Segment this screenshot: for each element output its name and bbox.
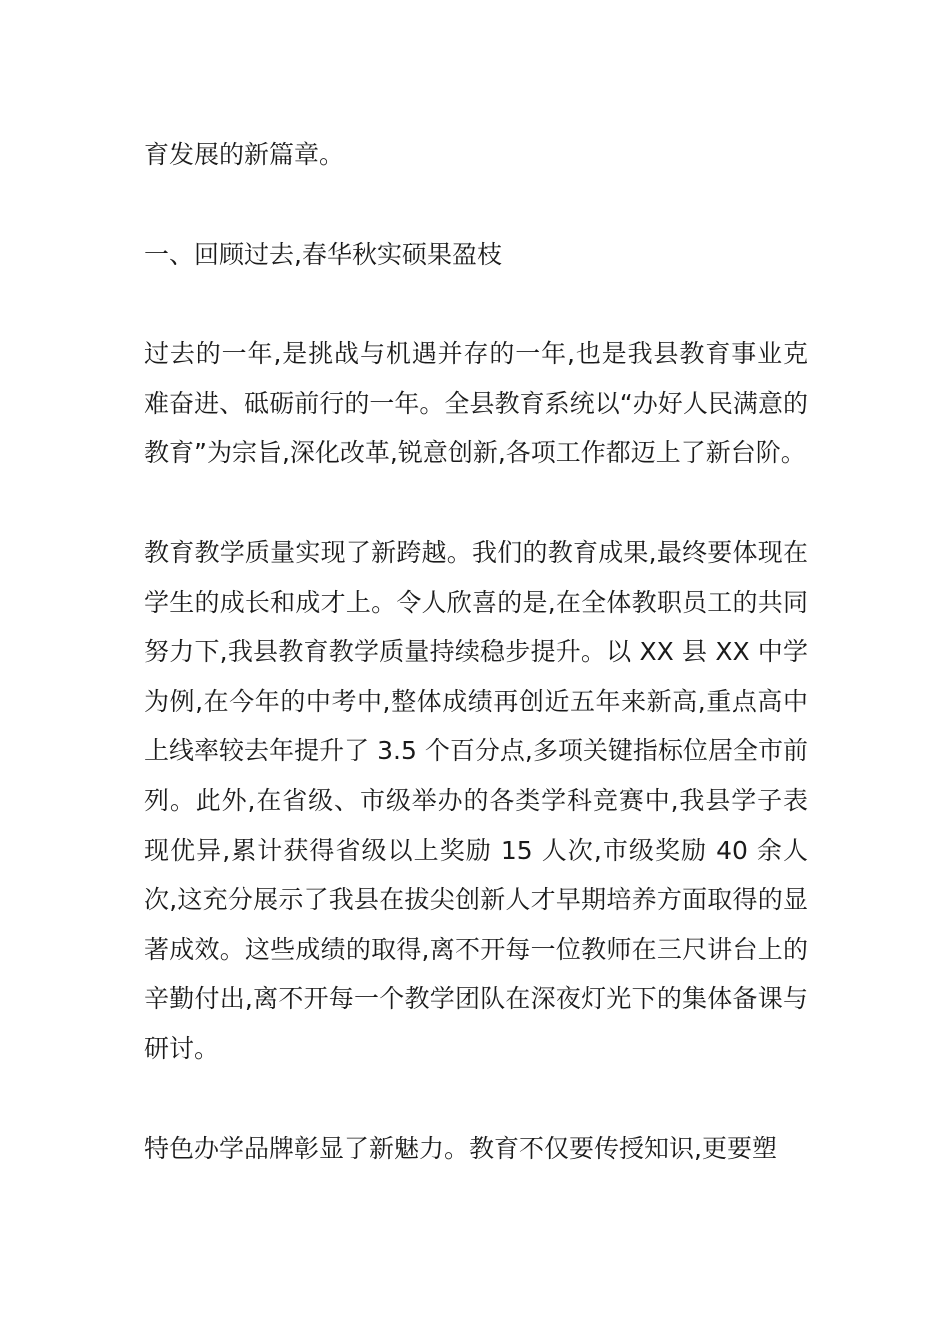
paragraph-continuation: 育发展的新篇章。 (144, 140, 345, 169)
paragraph-teaching-quality: 教育教学质量实现了新跨越。我们的教育成果,最终要体现在学生的成长和成才上。令人欣喜的是,在全体教职员工的共同努力下,我县教育教学质量持续稳步提升。以 XX 县 XX 中学为例,在今年的中考中,整体成绩再创近五年来新高,重点高中上线率较去年提升了 3.5 个百分点,多项关键指标位居全市前列。此外,在省级、市级举办的各类学科竞赛中,我县学子表现优异,累计获得省级以上奖励 15 人次,市级奖励 40 余人次,这充分展示了我县在拔尖创新人才早期培养方面取得的显著成效。这些成绩的取得,离不开每一位教师在三尺讲台上的辛勤付出,离不开每一个教学团队在深夜灯光下的集体备课与研讨。 (144, 537, 808, 1063)
paragraph-featured-schools: 特色办学品牌彰显了新魅力。教育不仅要传授知识,更要塑 (144, 1133, 777, 1163)
document-body (144, 130, 808, 1173)
section-heading: 一、回顾过去,春华秋实硕果盈枝 (144, 239, 502, 269)
paragraph-review: 过去的一年,是挑战与机遇并存的一年,也是我县教育事业克难奋进、砥砺前行的一年。全县教育系统以“办好人民满意的教育”为宗旨,深化改革,锐意创新,各项工作都迈上了新台阶。 (144, 339, 808, 468)
